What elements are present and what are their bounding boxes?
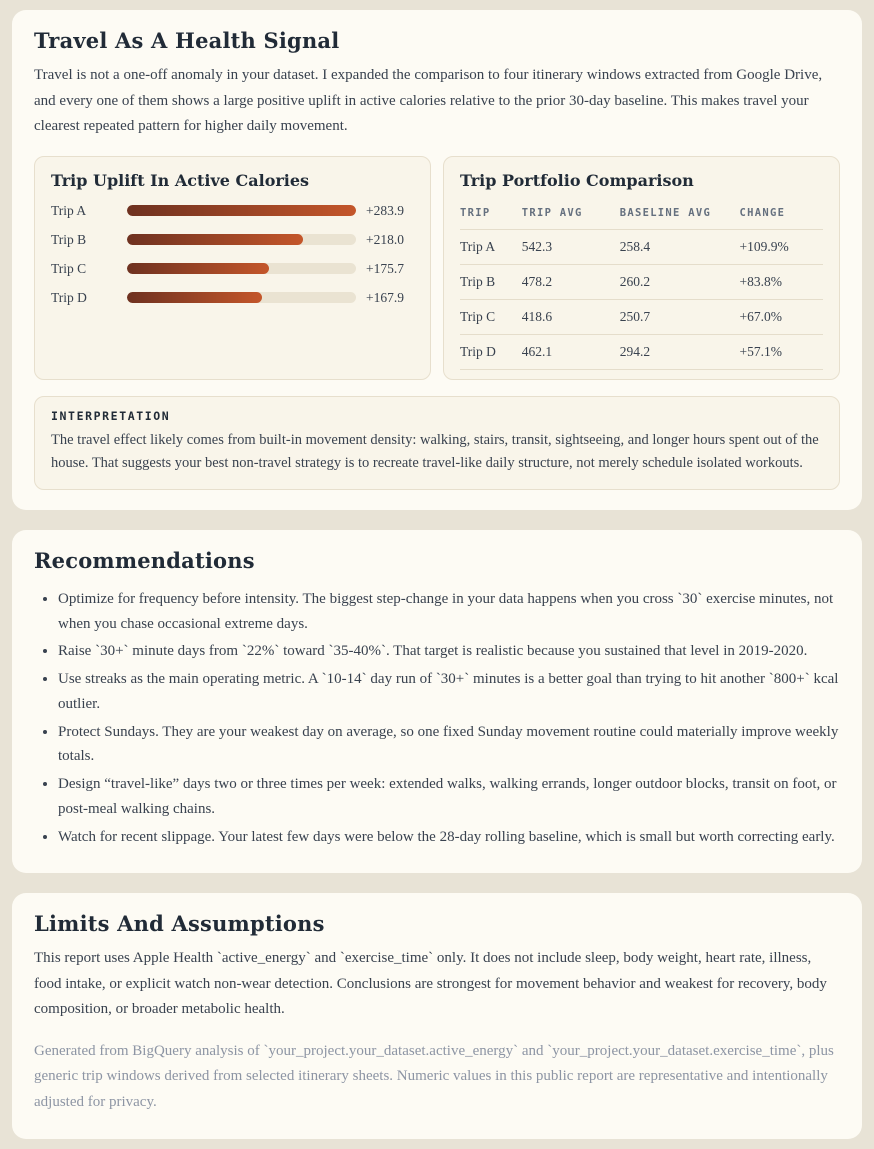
table-cell: +67.0% — [739, 299, 823, 334]
bar-row — [51, 290, 414, 306]
recommendations-list — [34, 587, 840, 850]
bar-row — [51, 203, 414, 219]
table-body — [460, 229, 823, 369]
bar-fill — [127, 205, 356, 216]
table-cell: Trip A — [460, 229, 522, 264]
bar-category-label: Trip C — [51, 260, 87, 276]
recommendation-item: • Use streaks as the main operating metric. A `10-14` day run of `30+` minutes is a better goal than trying to hit another `800+` kcal outlier. — [58, 667, 840, 717]
table-cell: +57.1% — [739, 334, 823, 369]
trip-uplift-bar-chart — [51, 203, 414, 306]
table-cell: 260.2 — [620, 264, 740, 299]
cards-row — [34, 156, 840, 380]
section-title-travel-health-signal: Travel As A Health Signal — [34, 28, 340, 53]
health-report-page — [12, 10, 862, 1139]
bar-track — [127, 263, 356, 274]
bar-track — [127, 205, 356, 216]
bar-fill — [127, 263, 269, 274]
trip-uplift-chart-card — [34, 156, 431, 380]
table-title: Trip Portfolio Comparison — [460, 170, 694, 190]
table-column-header: CHANGE — [739, 203, 823, 230]
recommendation-item: • Optimize for frequency before intensity. The biggest step-change in your data happens when you cross `30` exercise minutes, not when you chase occasional extreme days. — [58, 587, 840, 637]
table-column-header: BASELINE AVG — [620, 203, 740, 230]
bar-value-label: +167.9 — [366, 289, 404, 305]
table-cell: Trip D — [460, 334, 522, 369]
table-cell: 294.2 — [620, 334, 740, 369]
bar-value-label: +283.9 — [366, 202, 404, 218]
table-cell: +109.9% — [739, 229, 823, 264]
interpretation-label: INTERPRETATION — [51, 408, 171, 423]
bar-row — [51, 232, 414, 248]
table-cell: 250.7 — [620, 299, 740, 334]
section-title-recommendations: Recommendations — [34, 547, 255, 573]
bar-category-label: Trip A — [51, 202, 87, 218]
section-travel-health-signal — [12, 10, 862, 510]
recommendation-item: • Design “travel-like” days two or three times per week: extended walks, walking errands, longer outdoor blocks, transit on foot, or post-meal walking chains. — [58, 772, 840, 822]
table-column-header: TRIP AVG — [522, 203, 620, 230]
recommendation-item: • Raise `30+` minute days from `22%` toward `35-40%`. That target is realistic because you sustained that level in 2019-2020. — [58, 639, 840, 664]
limits-footnote-paragraph: Generated from BigQuery analysis of `your_project.your_dataset.active_energy` and `your_project.your_dataset.exercise_time`, plus generic trip windows derived from selected itinerary sheets. Numeric values in this public report are representative and intentionally adjusted for privacy. — [34, 1042, 834, 1110]
recommendation-item: • Protect Sundays. They are your weakest day on average, so one fixed Sunday movement routine could materially improve weekly totals. — [58, 720, 840, 770]
interpretation-text: The travel effect likely comes from built-in movement density: walking, stairs, transit, sightseeing, and longer hours spent out of the house. That suggests your best non-travel strategy is to recreate travel-like daily structure, not merely schedule isolated workouts. — [51, 431, 819, 471]
table-cell: 478.2 — [522, 264, 620, 299]
intro-paragraph: Travel is not a one-off anomaly in your dataset. I expanded the comparison to four itinerary windows extracted from Google Drive, and every one of them shows a large positive uplift in active calories relative to the prior 30-day baseline. This makes travel your clearest repeated pattern for higher daily movement. — [34, 67, 823, 134]
section-limits-assumptions — [12, 893, 862, 1139]
table-cell: +83.8% — [739, 264, 823, 299]
table-cell: 542.3 — [522, 229, 620, 264]
section-recommendations — [12, 530, 862, 874]
bar-category-label: Trip D — [51, 289, 87, 305]
interpretation-box — [34, 396, 840, 490]
trip-comparison-table — [460, 203, 823, 370]
table-header — [460, 203, 823, 230]
bar-track — [127, 234, 356, 245]
recommendation-item: • Watch for recent slippage. Your latest few days were below the 28-day rolling baseline, which is small but worth correcting early. — [58, 825, 840, 850]
bar-fill — [127, 234, 303, 245]
section-title-limits-assumptions: Limits And Assumptions — [34, 911, 325, 937]
table-cell: 258.4 — [620, 229, 740, 264]
table-cell: 462.1 — [522, 334, 620, 369]
table-column-header: TRIP — [460, 203, 522, 230]
table-header-row — [460, 203, 823, 230]
table-cell: Trip B — [460, 264, 522, 299]
limits-body-paragraph: This report uses Apple Health `active_energy` and `exercise_time` only. It does not include sleep, body weight, heart rate, illness, food intake, or explicit watch non-wear detection. Conclusions are strongest for movement behavior and weakest for recovery, body composition, or broader metabolic health. — [34, 950, 827, 1018]
table-row — [460, 299, 823, 334]
bar-value-label: +218.0 — [366, 231, 404, 247]
table-row — [460, 229, 823, 264]
bar-track — [127, 292, 356, 303]
bar-value-label: +175.7 — [366, 260, 404, 276]
bar-row — [51, 261, 414, 277]
table-row — [460, 334, 823, 369]
bar-fill — [127, 292, 262, 303]
table-row — [460, 264, 823, 299]
table-cell: Trip C — [460, 299, 522, 334]
trip-portfolio-table-card — [443, 156, 840, 380]
chart-title: Trip Uplift In Active Calories — [51, 170, 310, 190]
bar-category-label: Trip B — [51, 231, 87, 247]
table-cell: 418.6 — [522, 299, 620, 334]
